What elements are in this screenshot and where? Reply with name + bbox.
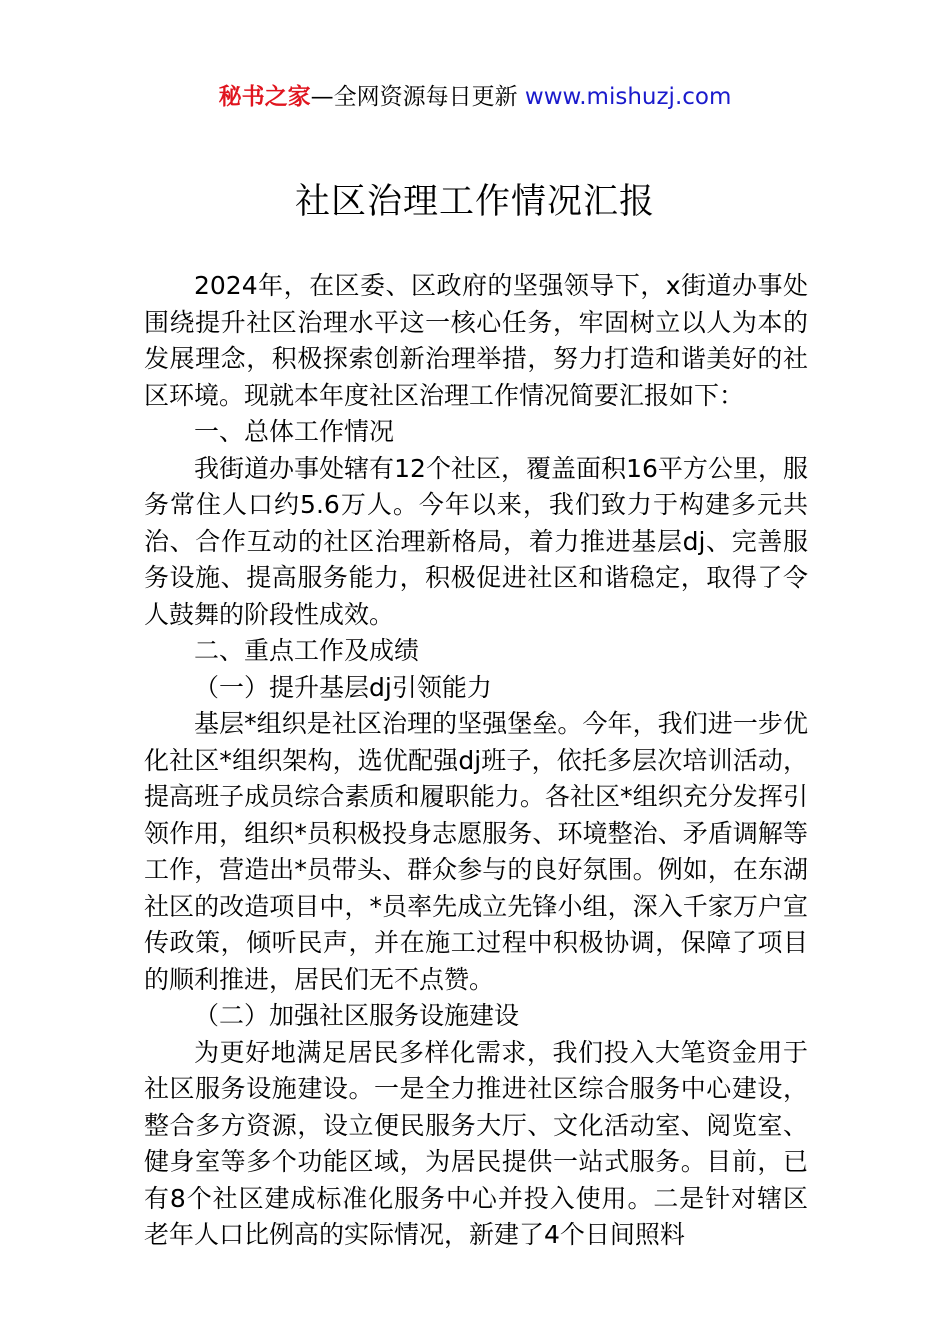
site-url[interactable]: www.mishuzj.com — [524, 84, 732, 110]
paragraph-subsection-2: 为更好地满足居民多样化需求，我们投入大笔资金用于社区服务设施建设。一是全力推进社区综合服务中心建设，整合多方资源，设立便民服务大厅、文化活动室、阅览室、健身室等多个功能区域，为居民提供一站式服务。目前，已有8个社区建成标准化服务中心并投入使用。二是针对辖区老年人口比例高的实际情况，新建了4个日间照料 — [144, 1037, 808, 1249]
paragraph-subsection-1: 基层*组织是社区治理的坚强堡垒。今年，我们进一步优化社区*组织架构，选优配强dj班子，依托多层次培训活动，提高班子成员综合素质和履职能力。各社区*组织充分发挥引领作用，组织*员积极投身志愿服务、环境整治、矛盾调解等工作，营造出*员带头、群众参与的良好氛围。例如，在东湖社区的改造项目中，*员率先成立先锋小组，深入千家万户宣传政策，倾听民声，并在施工过程中积极协调，保障了项目的顺利推进，居民们无不点赞。 — [144, 709, 808, 994]
section-heading-key-work: 二、重点工作及成绩 — [194, 636, 420, 665]
site-slogan: —全网资源每日更新 — [310, 84, 525, 110]
site-brand: 秘书之家 — [218, 84, 311, 110]
site-header — [0, 80, 950, 114]
section-heading-overview: 一、总体工作情况 — [194, 417, 395, 446]
document-title: 社区治理工作情况汇报 — [294, 182, 655, 222]
subsection-heading-2: （二）加强社区服务设施建设 — [194, 1001, 520, 1030]
subsection-heading-1: （一）提升基层dj引领能力 — [194, 672, 492, 702]
paragraph-intro: 2024年，在区委、区政府的坚强领导下，x街道办事处围绕提升社区治理水平这一核心任务，牢固树立以人为本的发展理念，积极探索创新治理举措，努力打造和谐美好的社区环境。现就本年度社区治理工作情况简要汇报如下： — [144, 271, 808, 410]
document-body — [144, 268, 808, 1254]
paragraph-overview: 我街道办事处辖有12个社区，覆盖面积16平方公里，服务常住人口约5.6万人。今年以来，我们致力于构建多元共治、合作互动的社区治理新格局，着力推进基层dj、完善服务设施、提高服务能力，积极促进社区和谐稳定，取得了令人鼓舞的阶段性成效。 — [144, 453, 808, 629]
